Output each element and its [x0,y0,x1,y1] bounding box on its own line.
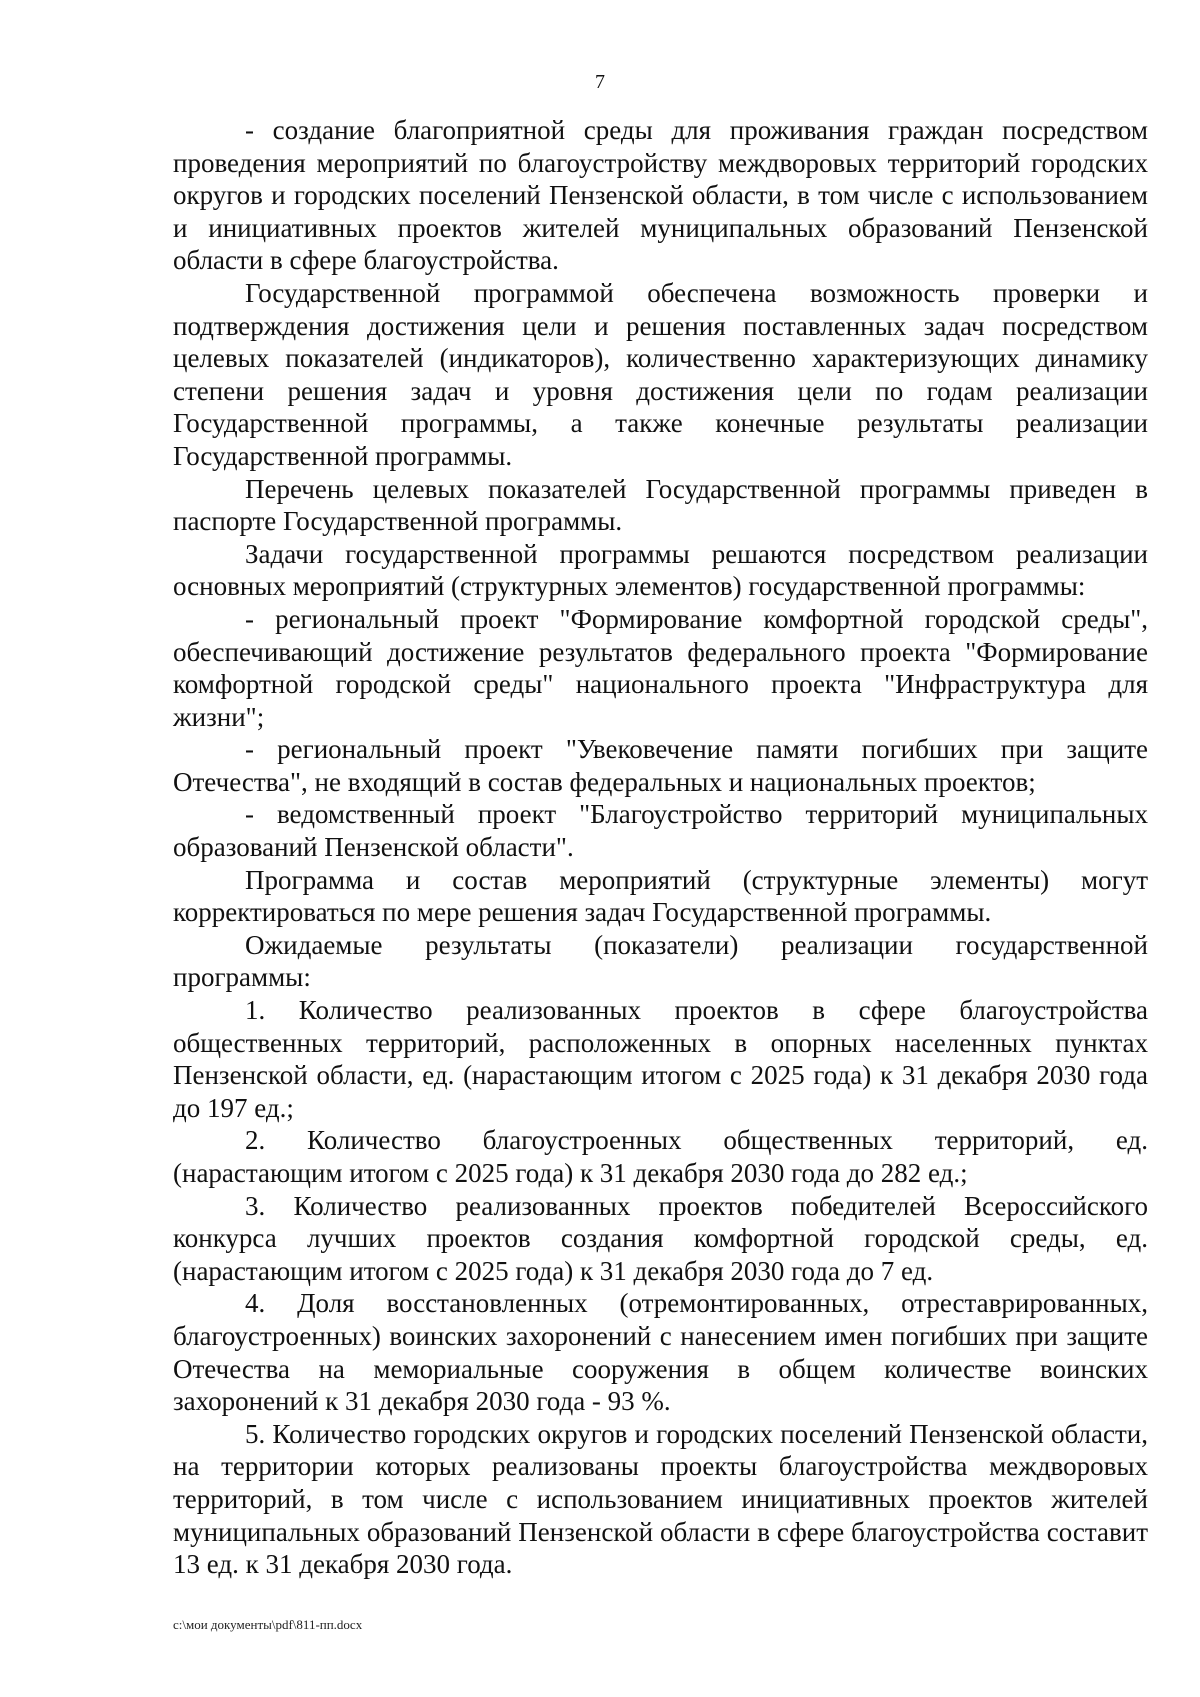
footer-file-path: c:\мои документы\pdf\811-пп.docx [173,1617,363,1632]
result-item-4: 4. Доля восстановленных (отремонтированных, отреставрированных, благоустроенных) воинских захоронений с нанесением имен погибших при защите Отечества на мемориальные сооружения в общем количестве воинских захоронений к 31 декабря 2030 года - 93 %. [173,1288,1148,1417]
paragraph-departmental-project: - ведомственный проект "Благоустройство территорий муниципальных образований Пензенской области". [173,799,1148,863]
paragraph-project-memory: - региональный проект "Увековечение памяти погибших при защите Отечества", не входящий в состав федеральных и национальных проектов; [173,734,1148,797]
result-item-3: 3. Количество реализованных проектов победителей Всероссийского конкурса лучших проектов создания комфортной городской среды, ед. (нарастающим итогом с 2025 года) к 31 декабря 2030 года до 7 ед. [173,1190,1148,1286]
result-item-2: 2. Количество благоустроенных общественных территорий, ед. (нарастающим итогом с 2025 года) к 31 декабря 2030 года до 282 ед.; [173,1125,1148,1188]
paragraph-expected-results: Ожидаемые результаты (показатели) реализации государственной программы: [173,929,1148,993]
paragraph-indicators-list: Перечень целевых показателей Государственной программы приведен в паспорте Государственной программы. [173,473,1148,537]
result-item-5: 5. Количество городских округов и городских поселений Пензенской области, на территории которых реализованы проекты благоустройства междворовых территорий, в том числе с использованием инициативных проектов жителей муниципальных образований Пензенской области в сфере благоустройства составит 13 ед. к 31 декабря 2030 года. [173,1418,1148,1580]
paragraph-verification: Государственной программой обеспечена возможность проверки и подтверждения достижения цели и решения поставленных задач посредством целевых показателей (индикаторов), количественно характеризующих динамику степени решения задач и уровня достижения цели по годам реализации Государственной программы, а также конечные результаты реализации Государственной программы. [173,277,1148,471]
paragraph-project-comfortable-environment: - региональный проект "Формирование комфортной городской среды", обеспечивающий достижение результатов федерального проекта "Формирование комфортной городской среды" национального проекта "Инфраструктура для жизни"; [173,603,1148,732]
paragraph-tasks: Задачи государственной программы решаются посредством реализации основных мероприятий (структурных элементов) государственной программы: [173,538,1148,602]
result-item-1: 1. Количество реализованных проектов в сфере благоустройства общественных территорий, расположенных в опорных населенных пунктах Пензенской области, ед. (нарастающим итогом с 2025 года) к 31 декабря 2030 года до 197 ед.; [173,995,1148,1123]
paragraph-goal-item: - создание благоприятной среды для проживания граждан посредством проведения мероприятий по благоустройству междворовых территорий городских округов и городских поселений Пензенской области, в том числе с использованием и инициативных проектов жителей муниципальных образований Пензенской области в сфере благоустройства. [173,115,1148,276]
document-body [173,114,1148,1581]
paragraph-program-adjustment: Программа и состав мероприятий (структурные элементы) могут корректироваться по мере решения задач Государственной программы. [173,864,1148,928]
page-number: 7 [595,71,605,93]
